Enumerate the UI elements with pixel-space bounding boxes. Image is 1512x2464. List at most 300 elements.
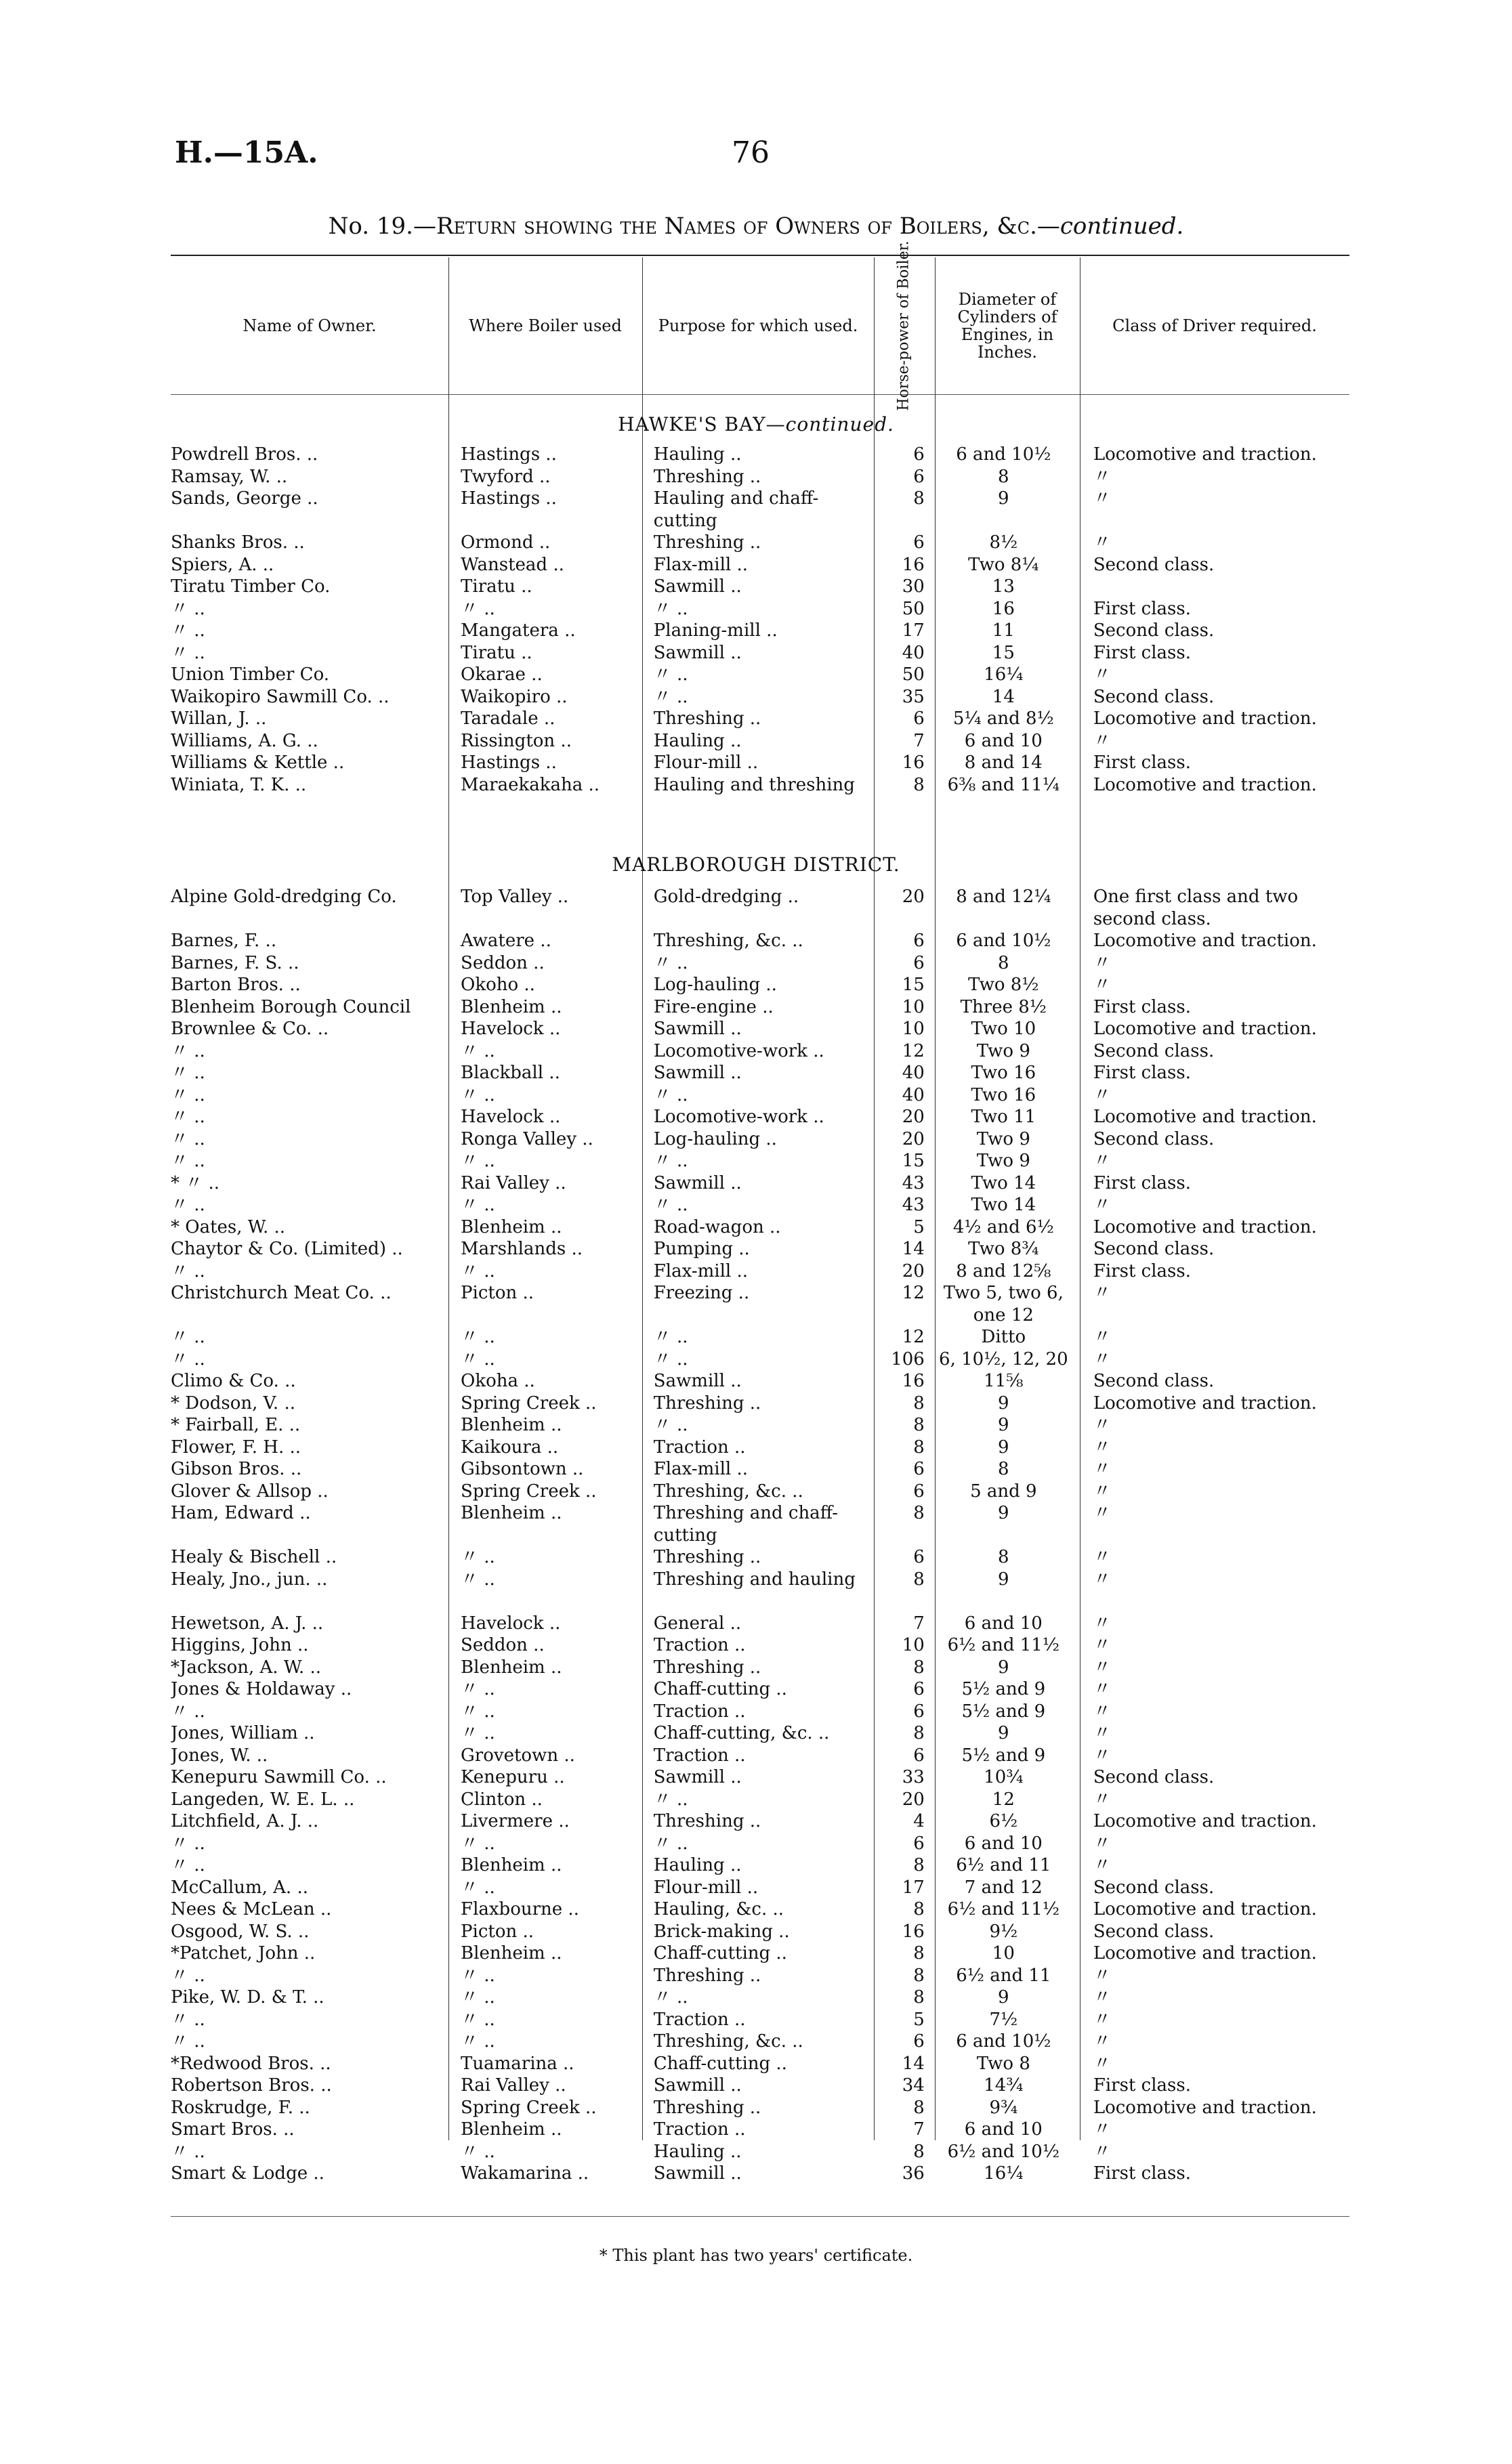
horsepower-cell: 50 [902,664,925,685]
driver-class-cell: 〃 [1093,664,1111,685]
table-row [171,974,1349,996]
table-row [171,1128,1349,1151]
purpose-cell: Flax-mill .. [653,1260,749,1281]
where-cell: Okoha .. [461,1371,535,1391]
diameter-cell: 6½ and 11½ [947,1635,1060,1655]
driver-class-cell: First class. [1093,642,1191,663]
driver-class-cell: First class. [1093,1260,1191,1281]
horsepower-cell: 14 [902,1239,925,1259]
owner-cell: Brownlee & Co. .. [171,1019,329,1039]
horsepower-cell: 16 [902,1921,925,1942]
where-cell: Blenheim .. [461,1415,562,1435]
table-row [171,1745,1349,1767]
driver-class-cell: Second class. [1093,1921,1215,1942]
horsepower-cell: 8 [913,774,925,795]
table-row [171,2141,1349,2163]
table-row [171,1084,1349,1107]
driver-class-cell: 〃 [1093,1327,1111,1347]
owner-cell: * Oates, W. .. [171,1216,286,1237]
horsepower-cell: 7 [913,2119,925,2140]
driver-class-cell: Second class. [1093,686,1215,707]
diameter-cell: Three 8½ [960,996,1047,1017]
horsepower-cell: 106 [891,1348,925,1369]
diameter-cell: 5¼ and 8½ [952,708,1054,729]
table-row [171,1458,1349,1481]
driver-class-cell: First class. [1093,598,1191,619]
diameter-cell: 14 [992,686,1015,707]
where-cell: Top Valley .. [461,887,569,907]
table-row [171,532,1349,554]
driver-class-cell: 〃 [1093,1987,1111,2008]
diameter-cell: Two 16 [971,1063,1036,1083]
purpose-cell: General .. [653,1613,742,1634]
horsepower-cell: 8 [913,1855,925,1875]
diameter-cell: 7½ [989,2009,1018,2030]
purpose-cell: Threshing .. [653,2097,761,2118]
diameter-cell: 8 and 12⅝ [956,1260,1051,1281]
where-cell: Blenheim .. [461,1943,562,1963]
owner-cell: 〃 .. [171,1327,205,1347]
where-cell: Rai Valley .. [461,2075,566,2096]
diameter-cell: 9½ [989,1921,1018,1942]
horsepower-cell: 5 [913,2009,925,2030]
table-row [171,2075,1349,2097]
table-row [171,1150,1349,1172]
owner-cell: Barton Bros. .. [171,975,301,995]
table-row [171,1854,1349,1877]
horsepower-cell: 30 [902,576,925,597]
purpose-cell: Traction .. [653,2009,746,2030]
table-row [171,554,1349,576]
where-cell: 〃 .. [461,1569,495,1590]
owner-cell: Shanks Bros. .. [171,532,305,553]
owner-cell: Ham, Edward .. [171,1503,311,1523]
driver-class-cell: 〃 [1093,2031,1111,2052]
diameter-cell: 9 [998,1393,1009,1414]
horsepower-cell: 6 [913,1701,925,1722]
diameter-cell: 6 and 10 [964,1833,1043,1854]
owner-cell: 〃 .. [171,642,205,663]
owner-cell: 〃 .. [171,2031,205,2052]
horsepower-cell: 12 [902,1283,925,1303]
diameter-cell: 5½ and 9 [961,1745,1046,1766]
driver-class-cell: Locomotive and traction. [1093,708,1317,729]
driver-class-cell: Second class. [1093,1371,1215,1391]
purpose-cell: Hauling and threshing [653,774,855,795]
owner-cell: 〃 .. [171,1833,205,1854]
table-row [171,1260,1349,1283]
where-cell: Kaikoura .. [461,1437,559,1458]
purpose-cell: 〃 .. [653,1987,688,2008]
owner-cell: 〃 .. [171,1107,205,1127]
diameter-cell: 16¼ [984,2163,1024,2184]
driver-class-cell: 〃 [1093,975,1111,995]
driver-class-cell: 〃 [1093,1547,1111,1567]
diameter-cell: Two 5, two 6, one 12 [943,1283,1064,1325]
table-row [171,444,1349,466]
where-cell: Waikopiro .. [461,686,568,707]
purpose-cell: Traction .. [653,1745,746,1766]
where-cell: 〃 .. [461,1679,495,1699]
where-cell: Blackball .. [461,1063,560,1083]
horsepower-cell: 15 [902,975,925,995]
column-header-driver: Class of Driver required. [1112,316,1317,335]
owner-cell: 〃 .. [171,1151,205,1171]
driver-class-cell: Second class. [1093,1239,1215,1259]
owner-cell: 〃 .. [171,1965,205,1986]
where-cell: 〃 .. [461,1260,495,1281]
where-cell: Havelock .. [461,1107,561,1127]
owner-cell: *Redwood Bros. .. [171,2053,331,2074]
horsepower-cell: 17 [902,620,925,641]
driver-class-cell: First class. [1093,1172,1191,1193]
purpose-cell: Threshing, &c. .. [653,2031,803,2052]
table-row [171,2031,1349,2053]
diameter-cell: 8 and 12¼ [956,887,1051,907]
owner-cell: 〃 .. [171,1040,205,1061]
diameter-cell: Two 9 [976,1128,1030,1149]
diameter-cell: Two 11 [971,1107,1036,1127]
diameter-cell: 4½ and 6½ [952,1216,1054,1237]
section-rows-hawkes-bay [171,444,1349,796]
where-cell: 〃 .. [461,598,495,619]
table-row [171,466,1349,488]
driver-class-cell: Locomotive and traction. [1093,1107,1317,1127]
horsepower-cell: 4 [913,1811,925,1831]
horsepower-cell: 8 [913,488,925,509]
purpose-cell: Pumping .. [653,1239,750,1259]
where-cell: Blenheim .. [461,996,562,1017]
table-row [171,2119,1349,2141]
diameter-cell: 6½ and 11 [956,1965,1051,1986]
where-cell: Livermere .. [461,1811,570,1831]
owner-cell: Willan, J. .. [171,708,267,729]
driver-class-cell: Locomotive and traction. [1093,1019,1317,1039]
driver-class-cell: Locomotive and traction. [1093,2097,1317,2118]
purpose-cell: Threshing .. [653,708,761,729]
where-cell: Havelock .. [461,1613,561,1634]
table-row [171,1613,1349,1635]
table-row [171,1437,1349,1459]
horsepower-cell: 43 [902,1172,925,1193]
where-cell: Okarae .. [461,664,543,685]
table-row [171,1546,1349,1569]
driver-class-cell: 〃 [1093,1283,1111,1303]
where-cell: Tiratu .. [461,576,532,597]
horsepower-cell: 33 [902,1767,925,1787]
where-cell: Rissington .. [461,730,572,751]
diameter-cell: Two 8¾ [968,1239,1039,1259]
purpose-cell: Hauling .. [653,1855,742,1875]
horsepower-cell: 20 [902,1789,925,1810]
owner-cell: Roskrudge, F. .. [171,2097,310,2118]
diameter-cell: 9 [998,1569,1009,1590]
diameter-cell: 9 [998,1415,1009,1435]
table-row [171,1106,1349,1128]
horsepower-cell: 6 [913,931,925,951]
purpose-cell: Sawmill .. [653,576,742,597]
driver-class-cell: 〃 [1093,2009,1111,2030]
where-cell: Hastings .. [461,444,557,465]
title-prefix: No. 19.— [328,213,436,240]
section-title-marlborough [0,853,1512,876]
table-row [171,1634,1349,1657]
where-cell: Blenheim .. [461,1855,562,1875]
diameter-cell: 6½ [989,1811,1018,1831]
purpose-cell: Threshing and hauling [653,1569,856,1590]
where-cell: Spring Creek .. [461,2097,597,2118]
where-cell: Grovetown .. [461,1745,575,1766]
where-cell: Marshlands .. [461,1239,583,1259]
owner-cell: Barnes, F. S. .. [171,952,299,973]
owner-cell: Chaytor & Co. (Limited) .. [171,1239,403,1259]
driver-class-cell: Second class. [1093,554,1215,575]
owner-cell: 〃 .. [171,1063,205,1083]
where-cell: 〃 .. [461,1547,495,1567]
horsepower-cell: 8 [913,1393,925,1414]
table-row [171,1348,1349,1371]
owner-cell: * Fairball, E. .. [171,1415,301,1435]
driver-class-cell: 〃 [1093,1348,1111,1369]
purpose-cell: Flax-mill .. [653,554,749,575]
owner-cell: Union Timber Co. [171,664,330,685]
column-header-hp-text: Horse-power of Boiler. [896,240,913,411]
horsepower-cell: 50 [902,598,925,619]
purpose-cell: Freezing .. [653,1283,750,1303]
table-row [171,1326,1349,1348]
owner-cell: Winiata, T. K. .. [171,774,307,795]
purpose-cell: Traction .. [653,1437,746,1458]
horsepower-cell: 8 [913,1569,925,1590]
horsepower-cell: 6 [913,1679,925,1699]
table-row [171,752,1349,774]
diameter-cell: 10 [992,1943,1015,1963]
purpose-cell: 〃 .. [653,1327,688,1347]
owner-cell: Hewetson, A. J. .. [171,1613,324,1634]
owner-cell: Powdrell Bros. .. [171,444,318,465]
purpose-cell: Sawmill .. [653,1172,742,1193]
driver-class-cell: Locomotive and traction. [1093,931,1317,951]
where-cell: 〃 .. [461,2031,495,2052]
column-header-hp [874,240,935,411]
driver-class-cell: Locomotive and traction. [1093,1899,1317,1919]
owner-cell: Jones, W. .. [171,1745,268,1766]
where-cell: Blenheim .. [461,2119,562,2140]
diameter-cell: 14¾ [984,2075,1024,2096]
where-cell: Havelock .. [461,1019,561,1039]
column-header-where: Where Boiler used [469,316,622,335]
driver-class-cell: 〃 [1093,1151,1111,1171]
purpose-cell: 〃 .. [653,1789,688,1810]
driver-class-cell: First class. [1093,2163,1191,2184]
driver-class-cell: 〃 [1093,1503,1111,1523]
header-bottom-rule [171,394,1349,395]
purpose-cell: Sawmill .. [653,1019,742,1039]
purpose-cell: 〃 .. [653,686,688,707]
where-cell: 〃 .. [461,1040,495,1061]
diameter-cell: 8 [998,466,1009,487]
section-title-text: MARLBOROUGH DISTRICT. [612,853,900,876]
table-row [171,1987,1349,2009]
horsepower-cell: 6 [913,1547,925,1567]
diameter-cell: 5½ and 9 [961,1679,1046,1699]
driver-class-cell: First class. [1093,1063,1191,1083]
where-cell: Blenheim .. [461,1657,562,1678]
purpose-cell: Road-wagon .. [653,1216,781,1237]
owner-cell: *Jackson, A. W. .. [171,1657,322,1678]
diameter-cell: 6 and 10½ [956,931,1051,951]
driver-class-cell: 〃 [1093,466,1111,487]
horsepower-cell: 6 [913,466,925,487]
horsepower-cell: 8 [913,2097,925,2118]
owner-cell: Sands, George .. [171,488,318,509]
horsepower-cell: 8 [913,1965,925,1986]
purpose-cell: Chaff-cutting .. [653,1679,787,1699]
where-cell: 〃 .. [461,2009,495,2030]
purpose-cell: Planing-mill .. [653,620,778,641]
table-row [171,686,1349,708]
driver-class-cell: Locomotive and traction. [1093,774,1317,795]
diameter-cell: Two 10 [971,1019,1036,1039]
purpose-cell: Flour-mill .. [653,752,759,773]
diameter-cell: 8 [998,1547,1009,1567]
purpose-cell: Threshing, &c. .. [653,931,803,951]
owner-cell: Litchfield, A. J. .. [171,1811,319,1831]
horsepower-cell: 6 [913,1833,925,1854]
driver-class-cell [1076,576,1349,598]
purpose-cell: Flour-mill .. [653,1877,759,1898]
diameter-cell: 6 and 10½ [956,2031,1051,2052]
where-cell: 〃 .. [461,1877,495,1898]
driver-class-cell: Locomotive and traction. [1093,1943,1317,1963]
owner-cell: Gibson Bros. .. [171,1459,302,1479]
owner-cell: 〃 .. [171,1701,205,1722]
purpose-cell: Threshing and chaff-cutting [653,1503,839,1546]
diameter-cell: 9 [998,1437,1009,1458]
owner-cell: *Patchet, John .. [171,1943,316,1963]
horsepower-cell: 10 [902,1635,925,1655]
title-suffix: continued. [1059,213,1184,240]
table-row [171,1877,1349,1899]
driver-class-cell: 〃 [1093,1833,1111,1854]
where-cell: Wanstead .. [461,554,564,575]
diameter-cell: 6½ and 10½ [947,2141,1060,2162]
table-row [171,642,1349,664]
horsepower-cell: 20 [902,1260,925,1281]
driver-class-cell: 〃 [1093,1723,1111,1743]
table-row [171,2053,1349,2075]
where-cell: 〃 .. [461,1327,495,1347]
diameter-cell: 8½ [989,532,1018,553]
driver-class-cell: Locomotive and traction. [1093,1393,1317,1414]
owner-cell: 〃 .. [171,1855,205,1875]
driver-class-cell: Locomotive and traction. [1093,1216,1317,1237]
where-cell: Wakamarina .. [461,2163,589,2184]
purpose-cell: Threshing .. [653,532,761,553]
horsepower-cell: 20 [902,1107,925,1127]
section-rows-marlborough [171,886,1349,2185]
table-row [171,730,1349,752]
owner-cell: Tiratu Timber Co. [171,576,331,597]
diameter-cell: 6⅜ and 11¼ [947,774,1060,795]
horsepower-cell: 5 [913,1216,925,1237]
diameter-cell: 7 and 12 [964,1877,1043,1898]
purpose-cell: 〃 .. [653,1348,688,1369]
horsepower-cell: 6 [913,708,925,729]
owner-cell: 〃 .. [171,1128,205,1149]
purpose-cell: Threshing .. [653,1965,761,1986]
purpose-cell: Threshing .. [653,1547,761,1567]
diameter-cell: 9 [998,1657,1009,1678]
diameter-cell: 9¾ [989,2097,1018,2118]
horsepower-cell: 6 [913,1481,925,1502]
driver-class-cell: 〃 [1093,1701,1111,1722]
where-cell: Okoho .. [461,975,535,995]
horsepower-cell: 16 [902,554,925,575]
owner-cell: 〃 .. [171,1084,205,1105]
where-cell: 〃 .. [461,2141,495,2162]
driver-class-cell: 〃 [1093,1679,1111,1699]
diameter-cell: 8 [998,1459,1009,1479]
driver-class-cell: Second class. [1093,1040,1215,1061]
purpose-cell: Hauling .. [653,2141,742,2162]
horsepower-cell: 12 [902,1040,925,1061]
diameter-cell: 9 [998,1987,1009,2008]
driver-class-cell: Second class. [1093,1767,1215,1787]
horsepower-cell: 20 [902,1128,925,1149]
page-title [0,213,1512,240]
owner-cell: Ramsay, W. .. [171,466,288,487]
horsepower-cell: 8 [913,1899,925,1919]
diameter-cell: 6 and 10 [964,2119,1043,2140]
driver-class-cell: 〃 [1093,952,1111,973]
owner-cell: 〃 .. [171,1195,205,1215]
owner-cell: Christchurch Meat Co. .. [171,1283,392,1303]
horsepower-cell: 16 [902,752,925,773]
purpose-cell: Hauling, &c. .. [653,1899,784,1919]
driver-class-cell: Second class. [1093,1128,1215,1149]
purpose-cell: 〃 .. [653,1084,688,1105]
horsepower-cell: 7 [913,730,925,751]
column-header-diameter: Diameter of Cylinders of Engines, in Inches. [957,290,1057,362]
purpose-cell: Hauling and chaff-cutting [653,488,819,531]
owner-cell: 〃 .. [171,620,205,641]
purpose-cell: 〃 .. [653,1195,688,1215]
owner-cell: Jones, William .. [171,1723,315,1743]
diameter-cell: 6½ and 11½ [947,1899,1060,1919]
horsepower-cell: 17 [902,1877,925,1898]
diameter-cell: 11⅝ [984,1371,1024,1391]
where-cell: Picton .. [461,1921,534,1942]
driver-class-cell: 〃 [1093,1789,1111,1810]
owner-cell: Healy & Bischell .. [171,1547,337,1567]
diameter-cell: 9 [998,1503,1009,1523]
table-row [171,1216,1349,1239]
column-header-owner: Name of Owner. [243,316,377,335]
horsepower-cell: 34 [902,2075,925,2096]
diameter-cell: 8 [998,952,1009,973]
horsepower-cell: 8 [913,1437,925,1458]
diameter-cell: 8 and 14 [964,752,1043,773]
owner-cell: Kenepuru Sawmill Co. .. [171,1767,387,1787]
horsepower-cell: 7 [913,1613,925,1634]
table-bottom-rule [171,2216,1349,2217]
owner-cell: Pike, W. D. & T. .. [171,1987,324,2008]
diameter-cell: Two 14 [971,1172,1036,1193]
table-row [171,2163,1349,2185]
owner-cell: 〃 .. [171,2141,205,2162]
where-cell: Picton .. [461,1283,534,1303]
